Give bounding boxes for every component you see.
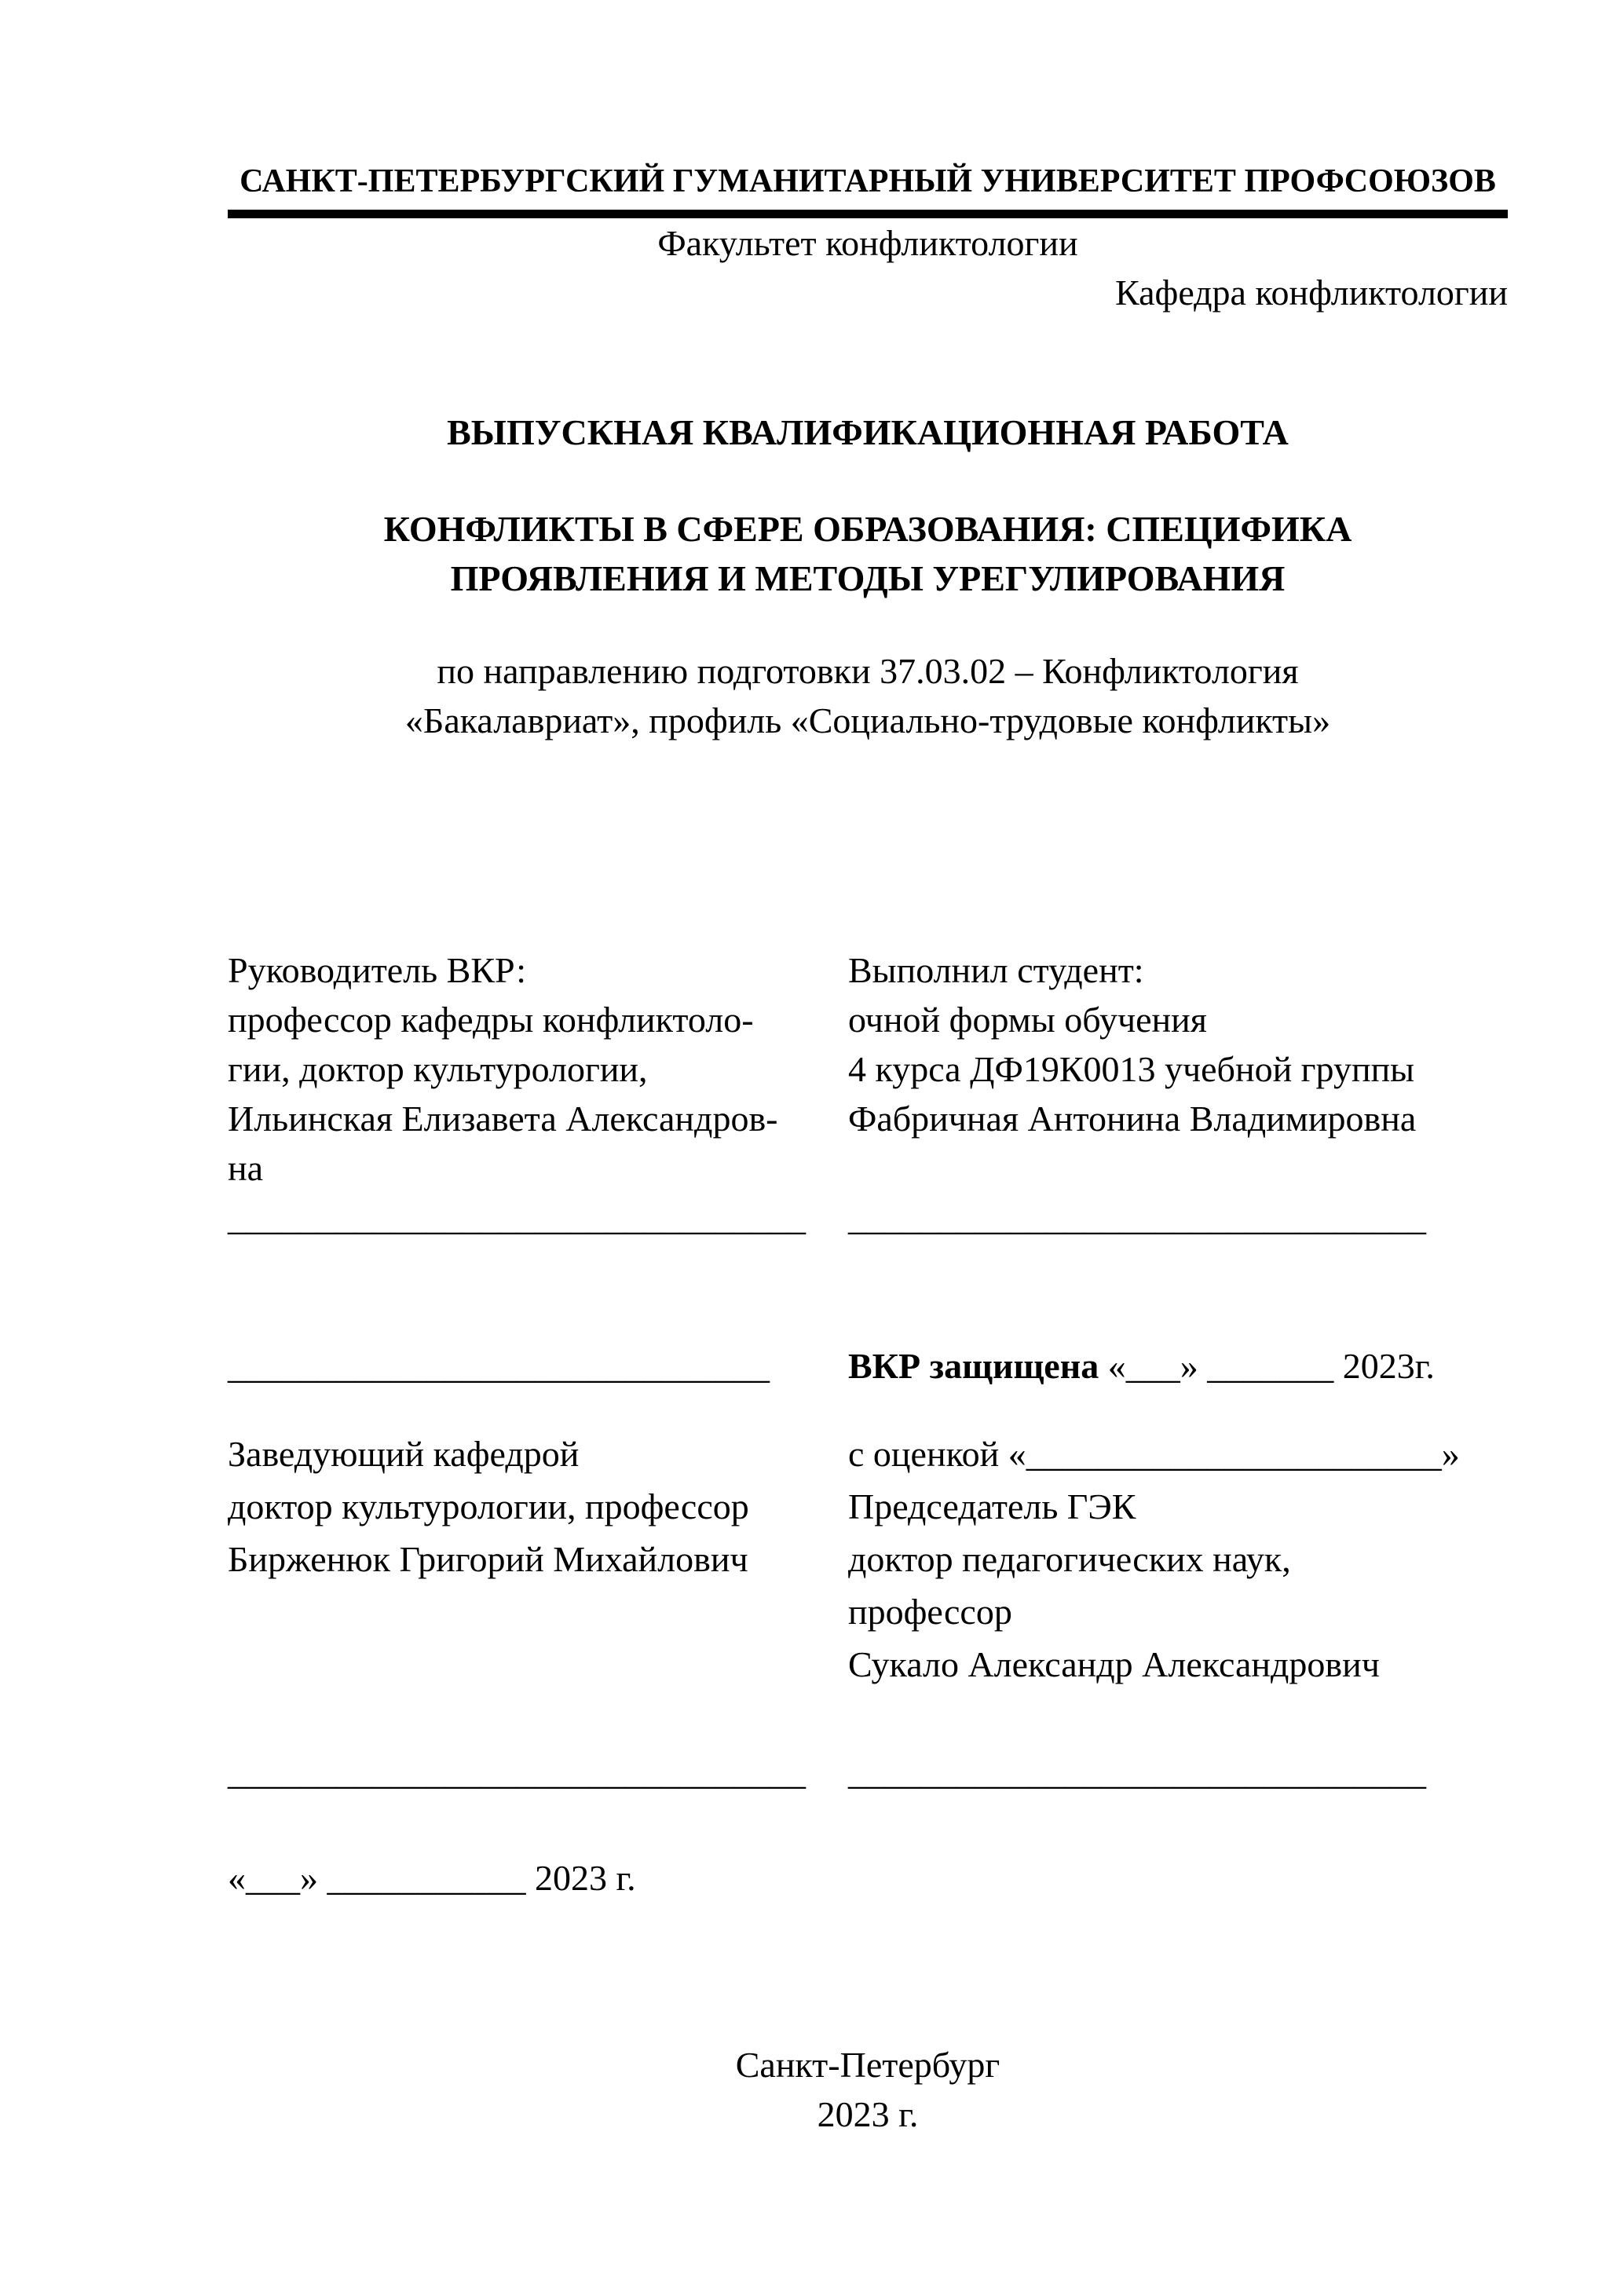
committee-block [848, 1428, 1508, 1691]
department-head-block [228, 1428, 848, 1691]
signature-row-1 [228, 1193, 1508, 1242]
university-name: САНКТ-ПЕТЕРБУРГСКИЙ ГУМАНИТАРНЫЙ УНИВЕРСИТЕТ ПРОФСОЮЗОВ [240, 163, 1496, 199]
defense-status-label: ВКР защищена [848, 1346, 1099, 1386]
student-group: 4 курса ДФ19К0013 учебной группы [848, 1049, 1415, 1089]
thesis-subject-line-1: КОНФЛИКТЫ В СФЕРЕ ОБРАЗОВАНИЯ: СПЕЦИФИКА [383, 509, 1352, 549]
defense-row [228, 1341, 1508, 1391]
officials-block [228, 1428, 1508, 1691]
signature-row-2 [228, 1747, 1508, 1797]
supervisor-name-line-2: на [228, 1148, 264, 1188]
student-role-label: Выполнил студент: [848, 950, 1144, 990]
committee-chair-degree: доктор педагогических наук, [848, 1539, 1291, 1579]
footer [228, 2040, 1508, 2139]
faculty-name: Факультет конфликтологии [657, 223, 1078, 263]
work-type-heading: ВЫПУСКНАЯ КВАЛИФИКАЦИОННАЯ РАБОТА [447, 412, 1289, 452]
department-head-signature-line: ________________________________ [228, 1752, 806, 1792]
thesis-subject [228, 504, 1508, 603]
supervisor-role-label: Руководитель ВКР: [228, 950, 527, 990]
supervisor-name-line-1: Ильинская Елизавета Александров- [228, 1099, 778, 1139]
people-block [228, 945, 1508, 1193]
date-blank-line: «___» ___________ 2023 г. [228, 1858, 636, 1898]
student-study-form: очной формы обучения [848, 1000, 1207, 1040]
student-name: Фабричная Антонина Владимировна [848, 1099, 1417, 1139]
defense-status-line [848, 1341, 1508, 1391]
department-head-name: Бирженюк Григорий Михайлович [228, 1539, 748, 1579]
department-head-degree: доктор культурологии, профессор [228, 1486, 749, 1526]
student-block [848, 945, 1508, 1193]
program-info [228, 646, 1508, 745]
department-head-role: Заведующий кафедрой [228, 1434, 580, 1474]
department-name: Кафедра конфликтологии [1115, 272, 1508, 313]
program-direction: по направлению подготовки 37.03.02 – Конфликтология [437, 651, 1299, 691]
committee-chair-rank: профессор [848, 1592, 1012, 1632]
supervisor-block [228, 945, 848, 1193]
committee-chair-role: Председатель ГЭК [848, 1486, 1136, 1526]
defense-left-signature-line: ______________________________ [228, 1346, 770, 1386]
footer-year: 2023 г. [817, 2094, 919, 2134]
grade-blank-line: с оценкой «_______________________» [848, 1434, 1460, 1474]
committee-chair-name: Сукало Александр Александрович [848, 1644, 1380, 1684]
thesis-subject-line-2: ПРОЯВЛЕНИЯ И МЕТОДЫ УРЕГУЛИРОВАНИЯ [450, 558, 1286, 598]
footer-city: Санкт-Петербург [735, 2045, 1000, 2085]
committee-chair-signature-line: ________________________________ [848, 1752, 1426, 1792]
supervisor-title-line-2: гии, доктор культурологии, [228, 1049, 648, 1089]
supervisor-signature-line: ________________________________ [228, 1197, 806, 1238]
supervisor-title-line-1: профессор кафедры конфликтоло- [228, 1000, 754, 1040]
university-header [228, 157, 1508, 218]
program-profile: «Бакалавриат», профиль «Социально-трудовые конфликты» [404, 700, 1331, 740]
student-signature-line: ________________________________ [848, 1197, 1426, 1238]
defense-status-date-blank: «___» _______ 2023г. [1099, 1346, 1435, 1386]
